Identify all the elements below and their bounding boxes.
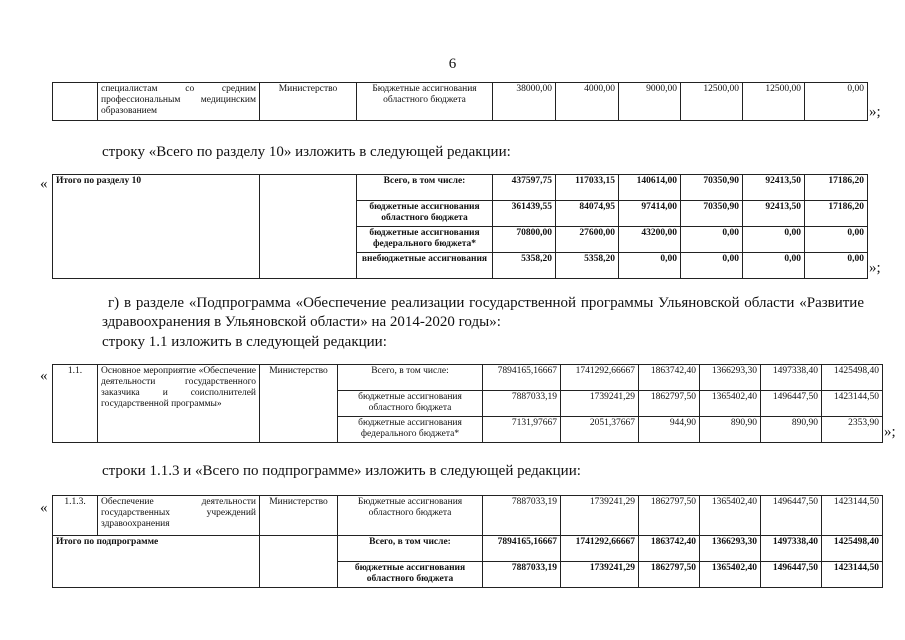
value-cell: 84074,95 xyxy=(556,201,619,227)
value-cell: 1739241,29 xyxy=(561,562,639,588)
value-cell: 12500,00 xyxy=(681,83,743,121)
funding-source-cell: Всего, в том числе: xyxy=(338,365,483,391)
paragraph-rows-1-1-3: строки 1.1.3 и «Всего по подпрограмме» изложить в следующей редакции: xyxy=(102,463,581,479)
value-cell: 890,90 xyxy=(761,417,822,443)
funding-source-cell: Бюджетные ассигнования областного бюджета xyxy=(338,496,483,536)
row-number-cell: 1.1. xyxy=(53,365,98,443)
funding-source-cell: Бюджетные ассигнования областного бюджета xyxy=(357,83,493,121)
executor-cell: Министерство xyxy=(260,496,338,536)
value-cell: 17186,20 xyxy=(805,201,868,227)
row-number-cell xyxy=(53,83,98,121)
section-title-cell: Итого по разделу 10 xyxy=(53,175,260,279)
value-cell: 1425498,40 xyxy=(822,536,883,562)
value-cell: 0,00 xyxy=(619,253,681,279)
opening-quote: « xyxy=(40,368,48,384)
table-row xyxy=(53,175,868,201)
value-cell: 1741292,66667 xyxy=(561,536,639,562)
value-cell: 1366293,30 xyxy=(700,365,761,391)
value-cell: 1862797,50 xyxy=(639,496,700,536)
value-cell: 1739241,29 xyxy=(561,496,639,536)
value-cell: 92413,50 xyxy=(743,175,805,201)
value-cell: 1741292,66667 xyxy=(561,365,639,391)
value-cell: 38000,00 xyxy=(493,83,556,121)
value-cell: 2353,90 xyxy=(822,417,883,443)
opening-quote: « xyxy=(40,500,48,516)
executor-cell xyxy=(260,175,357,279)
funding-source-cell: внебюджетные ассигнования xyxy=(357,253,493,279)
value-cell: 1496447,50 xyxy=(761,496,822,536)
closing-quote: »; xyxy=(884,424,896,440)
value-cell: 9000,00 xyxy=(619,83,681,121)
value-cell: 2051,37667 xyxy=(561,417,639,443)
value-cell: 1423144,50 xyxy=(822,562,883,588)
value-cell: 944,90 xyxy=(639,417,700,443)
value-cell: 43200,00 xyxy=(619,227,681,253)
description-cell: Обеспечение деятельности государственных учреждений здравоохранения xyxy=(98,496,260,536)
value-cell: 7887033,19 xyxy=(483,496,561,536)
value-cell: 70350,90 xyxy=(681,175,743,201)
value-cell: 1423144,50 xyxy=(822,391,883,417)
value-cell: 0,00 xyxy=(681,227,743,253)
value-cell: 140614,00 xyxy=(619,175,681,201)
funding-source-cell: бюджетные ассигнования областного бюджета xyxy=(338,562,483,588)
funding-source-cell: бюджетные ассигнования федерального бюджета* xyxy=(338,417,483,443)
value-cell: 5358,20 xyxy=(556,253,619,279)
value-cell: 7894165,16667 xyxy=(483,536,561,562)
executor-cell: Министерство xyxy=(260,365,338,443)
row-number-cell: 1.1.3. xyxy=(53,496,98,536)
value-cell: 1423144,50 xyxy=(822,496,883,536)
value-cell: 0,00 xyxy=(743,227,805,253)
value-cell: 1365402,40 xyxy=(700,562,761,588)
closing-quote: »; xyxy=(869,104,881,120)
paragraph-subprogram-section: г) в разделе «Подпрограмма «Обеспечение реализации государственной программы Ульяновской области «Развитие здравоохранения в Ульяновской области» на 2014-2020 годы»: xyxy=(102,295,864,330)
table-row xyxy=(53,365,883,391)
value-cell: 1863742,40 xyxy=(639,536,700,562)
table-row xyxy=(53,496,883,536)
value-cell: 7887033,19 xyxy=(483,562,561,588)
value-cell: 1365402,40 xyxy=(700,496,761,536)
value-cell: 117033,15 xyxy=(556,175,619,201)
value-cell: 0,00 xyxy=(805,227,868,253)
value-cell: 361439,55 xyxy=(493,201,556,227)
value-cell: 1497338,40 xyxy=(761,536,822,562)
value-cell: 4000,00 xyxy=(556,83,619,121)
funding-source-cell: бюджетные ассигнования областного бюджета xyxy=(357,201,493,227)
value-cell: 1739241,29 xyxy=(561,391,639,417)
value-cell: 0,00 xyxy=(743,253,805,279)
funding-source-cell: бюджетные ассигнования областного бюджета xyxy=(338,391,483,417)
value-cell: 12500,00 xyxy=(743,83,805,121)
table-row xyxy=(53,83,868,121)
paragraph-total-section-10: строку «Всего по разделу 10» изложить в следующей редакции: xyxy=(102,144,511,160)
table-row xyxy=(53,536,883,562)
value-cell: 1862797,50 xyxy=(639,562,700,588)
value-cell: 1425498,40 xyxy=(822,365,883,391)
value-cell: 17186,20 xyxy=(805,175,868,201)
value-cell: 0,00 xyxy=(681,253,743,279)
value-cell: 0,00 xyxy=(805,253,868,279)
table-row-1-1-3 xyxy=(52,495,883,588)
funding-source-cell: Всего, в том числе: xyxy=(357,175,493,201)
funding-source-cell: Всего, в том числе: xyxy=(338,536,483,562)
value-cell: 890,90 xyxy=(700,417,761,443)
value-cell: 7894165,16667 xyxy=(483,365,561,391)
page-number: 6 xyxy=(448,56,457,72)
value-cell: 27600,00 xyxy=(556,227,619,253)
value-cell: 70800,00 xyxy=(493,227,556,253)
value-cell: 1862797,50 xyxy=(639,391,700,417)
value-cell: 1497338,40 xyxy=(761,365,822,391)
description-cell: специалистам со средним профессиональным медицинским образованием xyxy=(98,83,260,121)
table-total-section-10 xyxy=(52,174,868,279)
subprogram-total-title-cell: Итого по подпрограмме xyxy=(53,536,260,588)
value-cell: 97414,00 xyxy=(619,201,681,227)
value-cell: 1366293,30 xyxy=(700,536,761,562)
paragraph-row-1-1: строку 1.1 изложить в следующей редакции: xyxy=(102,334,387,350)
value-cell: 1496447,50 xyxy=(761,391,822,417)
table-staff-row xyxy=(52,82,868,121)
value-cell: 70350,90 xyxy=(681,201,743,227)
description-cell: Основное мероприятие «Обеспечение деятельности государственного заказчика и соисполнителей государственной программы» xyxy=(98,365,260,443)
executor-cell xyxy=(260,536,338,588)
value-cell: 7887033,19 xyxy=(483,391,561,417)
opening-quote: « xyxy=(40,176,48,192)
value-cell: 1496447,50 xyxy=(761,562,822,588)
value-cell: 1863742,40 xyxy=(639,365,700,391)
value-cell: 5358,20 xyxy=(493,253,556,279)
table-row-1-1 xyxy=(52,364,883,443)
value-cell: 437597,75 xyxy=(493,175,556,201)
value-cell: 1365402,40 xyxy=(700,391,761,417)
executor-cell: Министерство xyxy=(260,83,357,121)
funding-source-cell: бюджетные ассигнования федерального бюджета* xyxy=(357,227,493,253)
value-cell: 92413,50 xyxy=(743,201,805,227)
value-cell: 7131,97667 xyxy=(483,417,561,443)
closing-quote: »; xyxy=(869,260,881,276)
value-cell: 0,00 xyxy=(805,83,868,121)
